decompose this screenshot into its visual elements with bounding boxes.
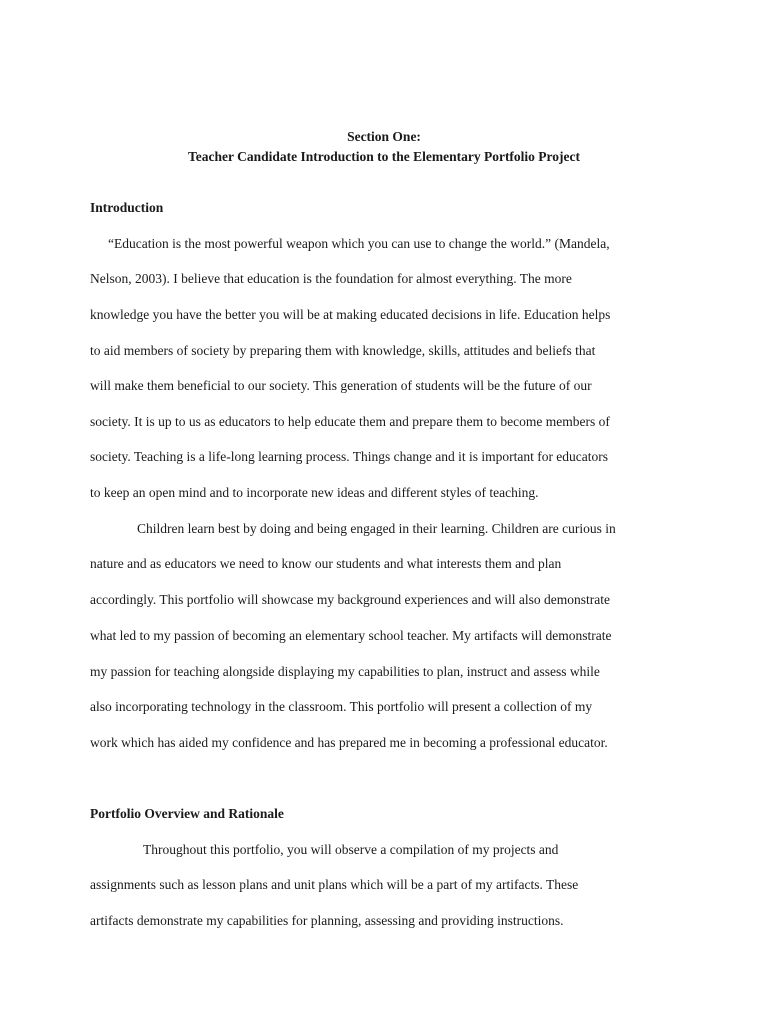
paragraph-line: to keep an open mind and to incorporate new ideas and different styles of teaching.: [90, 485, 539, 500]
paragraph-line: assignments such as lesson plans and unit plans which will be a part of my artifacts. These: [90, 877, 579, 892]
introduction-heading: Introduction: [90, 200, 164, 215]
paragraph-line: also incorporating technology in the classroom. This portfolio will present a collection of my: [90, 699, 593, 714]
paragraph-line: my passion for teaching alongside displaying my capabilities to plan, instruct and assess while: [90, 664, 600, 679]
paragraph-line: artifacts demonstrate my capabilities for planning, assessing and providing instructions.: [90, 913, 564, 928]
portfolio-overview-heading: Portfolio Overview and Rationale: [90, 806, 284, 821]
paragraph-line: work which has aided my confidence and has prepared me in becoming a professional educator.: [90, 735, 608, 750]
section-title-block: [0, 127, 768, 167]
paragraph-line: nature and as educators we need to know our students and what interests them and plan: [90, 556, 562, 571]
paragraph-line: society. It is up to us as educators to help educate them and prepare them to become members of: [90, 414, 610, 429]
section-title: Section One:: [347, 129, 421, 144]
section-subtitle: Teacher Candidate Introduction to the Elementary Portfolio Project: [187, 149, 581, 164]
paragraph-line: knowledge you have the better you will be at making educated decisions in life. Education helps: [90, 307, 611, 322]
paragraph-line: society. Teaching is a life-long learning process. Things change and it is important for educators: [90, 449, 609, 464]
paragraph-line: Nelson, 2003). I believe that education is the foundation for almost everything. The more: [90, 271, 572, 286]
paragraph-line: Throughout this portfolio, you will observe a compilation of my projects and: [143, 842, 559, 857]
paragraph-line: what led to my passion of becoming an elementary school teacher. My artifacts will demonstrate: [90, 628, 612, 643]
paragraph-line: Children learn best by doing and being engaged in their learning. Children are curious in: [137, 521, 616, 536]
paragraph-line: to aid members of society by preparing them with knowledge, skills, attitudes and beliefs that: [90, 343, 596, 358]
paragraph-line: “Education is the most powerful weapon which you can use to change the world.” (Mandela,: [108, 236, 610, 251]
paragraph-line: will make them beneficial to our society. This generation of students will be the future of our: [90, 378, 592, 393]
paragraph-line: accordingly. This portfolio will showcase my background experiences and will also demonstrate: [90, 592, 610, 607]
